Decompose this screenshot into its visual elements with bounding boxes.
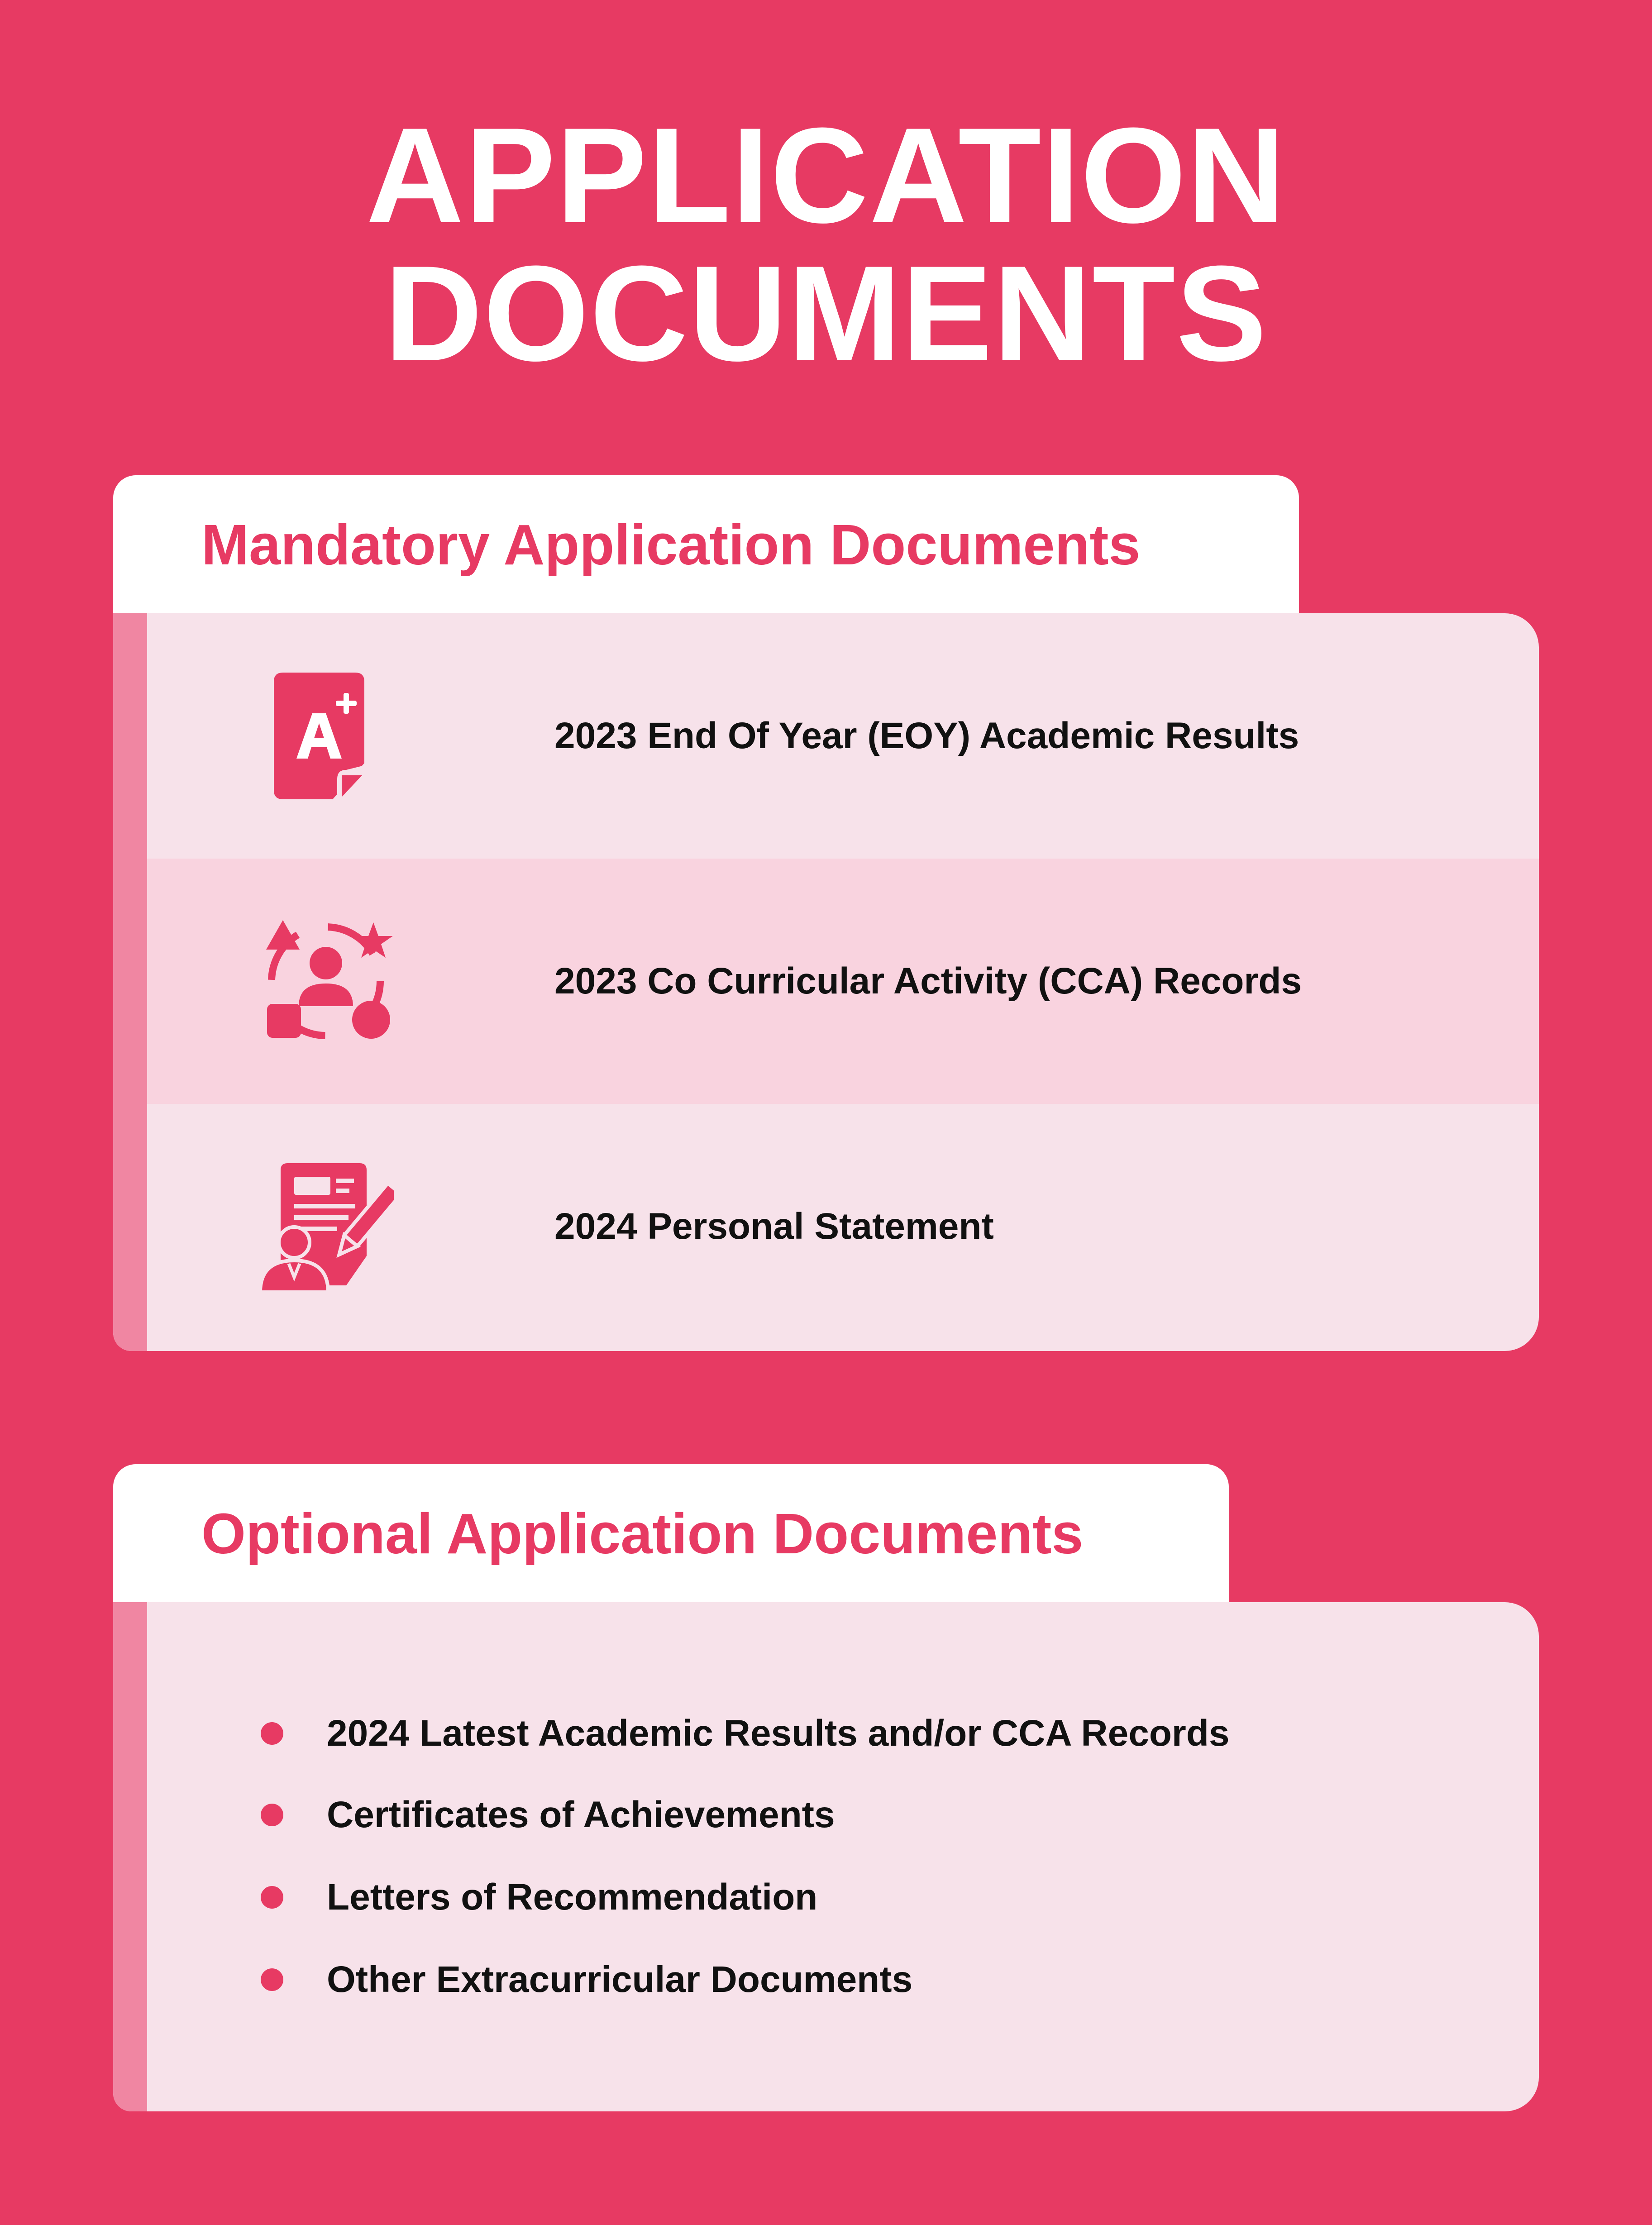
- bullet-icon: [261, 1886, 283, 1909]
- page-title: [0, 99, 1652, 389]
- mandatory-item: [147, 1104, 1539, 1349]
- mandatory-section-tab: [113, 475, 1299, 614]
- mandatory-item-label: 2023 Co Curricular Activity (CCA) Records: [554, 960, 1302, 1002]
- list-item-label: Letters of Recommendation: [327, 1876, 818, 1918]
- activities-person-icon: [258, 913, 394, 1049]
- mandatory-section-heading: Mandatory Application Documents: [201, 512, 1141, 577]
- a-plus-grade-icon: [258, 668, 394, 804]
- bullet-icon: [261, 1968, 283, 1991]
- mandatory-documents-panel: [113, 613, 1539, 1351]
- mandatory-item: [147, 613, 1539, 859]
- list-item-label: Certificates of Achievements: [327, 1794, 835, 1835]
- panel-accent-strip: [113, 613, 147, 1351]
- optional-section-heading: Optional Application Documents: [201, 1501, 1084, 1566]
- bullet-icon: [261, 1804, 283, 1826]
- list-item-label: Other Extracurricular Documents: [327, 1959, 913, 2000]
- list-item-label: 2024 Latest Academic Results and/or CCA Records: [327, 1713, 1230, 1754]
- optional-documents-panel: [113, 1602, 1539, 2111]
- mandatory-item-label: 2024 Personal Statement: [554, 1206, 994, 1247]
- document-writing-person-icon: [258, 1159, 394, 1294]
- panel-accent-strip: [113, 1602, 147, 2111]
- mandatory-item: [147, 859, 1539, 1104]
- title-line-1: APPLICATION: [366, 99, 1286, 251]
- bullet-icon: [261, 1722, 283, 1745]
- title-line-2: DOCUMENTS: [384, 237, 1268, 389]
- mandatory-item-label: 2023 End Of Year (EOY) Academic Results: [554, 715, 1299, 756]
- optional-section-tab: [113, 1464, 1229, 1603]
